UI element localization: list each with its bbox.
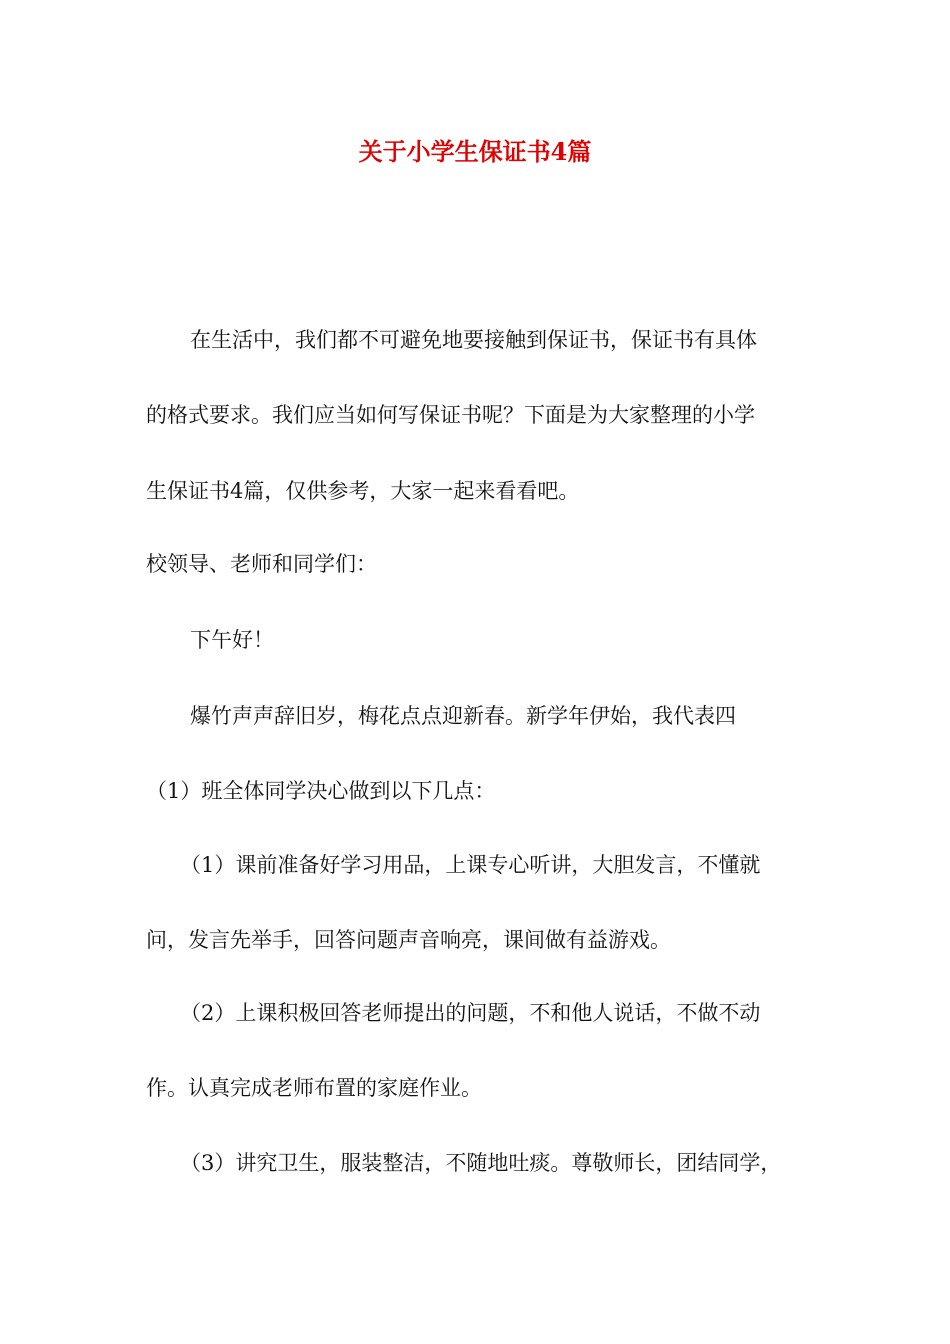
intro-line-3: 生保证书4篇，仅供参考，大家一起来看看吧。 [146, 479, 580, 503]
body-line-2: （1）班全体同学决心做到以下几点： [146, 779, 496, 803]
point-2-line-1: （2）上课积极回答老师提出的问题，不和他人说话，不做不动 [180, 1001, 761, 1025]
point-2-line-2: 作。认真完成老师布置的家庭作业。 [146, 1076, 482, 1100]
document-title: 关于小学生保证书4篇 [358, 137, 592, 166]
point-1-line-2: 问，发言先举手，回答问题声音响亮，课间做有益游戏。 [146, 928, 671, 952]
body-line-1: 爆竹声声辞旧岁，梅花点点迎新春。新学年伊始，我代表四 [190, 704, 736, 728]
intro-line-2: 的格式要求。我们应当如何写保证书呢？下面是为大家整理的小学 [146, 403, 755, 427]
intro-line-1: 在生活中，我们都不可避免地要接触到保证书，保证书有具体 [190, 328, 757, 352]
point-3-line-1: （3）讲究卫生，服装整洁，不随地吐痰。尊敬师长，团结同学， [180, 1151, 782, 1175]
point-1-line-1: （1）课前准备好学习用品，上课专心听讲，大胆发言，不懂就 [180, 853, 761, 877]
salutation: 校领导、老师和同学们： [146, 552, 377, 576]
greeting: 下午好！ [190, 628, 274, 652]
